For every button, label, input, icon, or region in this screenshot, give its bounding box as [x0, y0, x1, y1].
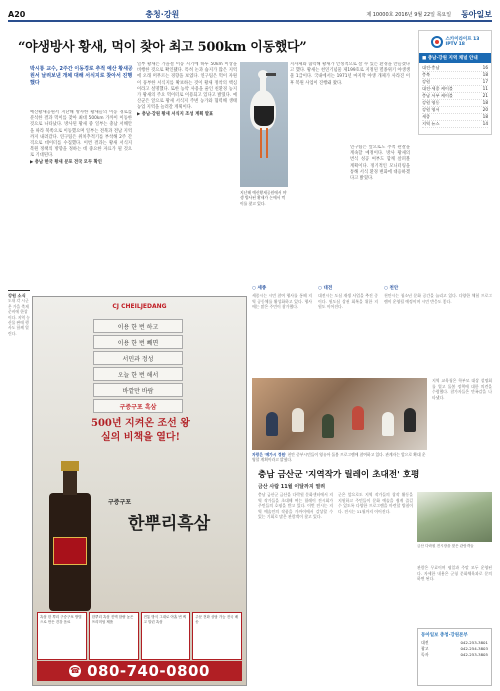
- story2-column-b: 군은 앞으로도 지역 작가들의 창작 활동을 지원하고 주민들이 문화 예술을 쉽게 즐길 수 있도록 다양한 프로그램을 마련할 방침이다. 전시는 11월까지 이어진다.: [338, 492, 413, 514]
- channel-number: 16: [482, 65, 488, 70]
- product-subname: 구증구포: [108, 499, 132, 506]
- ad-info-box: 흑삼 한 뿌리 구증구포 방법으로 만든 건강 음료: [37, 612, 87, 660]
- ad-headline: 500년 지켜온 조선 왕실의 비책을 열다!: [91, 418, 190, 443]
- channel-number: 14: [482, 121, 488, 126]
- channel-label: 대전·충남: [422, 65, 440, 70]
- story2-headline: 충남 금산군 '지역작가 릴레이 초대전' 호평: [258, 470, 420, 480]
- channel-band: ■ 충남·강원 지역 채널 안내: [419, 53, 491, 63]
- news-brief-3: [384, 285, 492, 375]
- channel-sidebar: [418, 30, 492, 135]
- exhibition-photo: [417, 492, 492, 542]
- caption-text: 천안 중부시민들이 영유아 돌봄 프로그램에 참여하고 있다. 관계자는 앞으로 확대 운영할 계획이라고 밝혔다.: [252, 452, 426, 463]
- person-figure: [382, 412, 394, 436]
- channel-label: 지역 뉴스: [422, 121, 440, 126]
- stork-wing: [254, 106, 274, 126]
- page-header: [8, 8, 492, 22]
- caption-bold: 자랑은 '메가시 정원': [252, 452, 287, 457]
- person-figure: [322, 414, 334, 438]
- channel-logo: [419, 31, 491, 53]
- ad-info-box: 주문 전화 상담 가능 전국 배송: [192, 612, 242, 660]
- column-a-subhead: ▶ 충남 한국 황새 분포 전국 모두 확인: [30, 159, 102, 165]
- ad-menu-item: 이용 한 번 하고: [93, 319, 183, 333]
- childcare-side-text: 지역 교육청은 학부모 대상 설명회를 열고 돌봄 정책에 대한 의견을 수렴했다. 참가자들은 만족감을 나타냈다.: [432, 378, 492, 400]
- channel-number: 18: [482, 72, 488, 77]
- bottle-neck: [63, 467, 77, 495]
- phone-icon: ☎: [70, 666, 81, 675]
- person-figure: [292, 408, 304, 432]
- product-bottle: [45, 467, 95, 612]
- contact-phone[interactable]: 042-254-3803: [460, 646, 488, 651]
- channel-number: 21: [482, 93, 488, 98]
- ad-menu: [93, 319, 183, 415]
- story2-column-c: 관람은 무료이며 평일과 주말 모두 운영된다. 자세한 내용은 군청 문화체육과로 문의하면 된다.: [417, 565, 492, 582]
- contact-label: 대전: [421, 640, 429, 645]
- brief-heading: ○ 세종: [252, 286, 267, 291]
- person-figure: [352, 406, 364, 430]
- channel-item: [422, 114, 488, 121]
- channel-logo-text: [446, 37, 480, 47]
- channel-label: 강원 영서: [422, 107, 440, 112]
- top-story-column-b: [137, 62, 237, 270]
- brief-body: 천안시는 청소년 문화 공간을 늘리고 있다. 다양한 체험 프로그램이 운영될 예정이며 시민 반응도 좋다.: [384, 293, 492, 304]
- channel-label: 대전·세종 케이블: [422, 86, 453, 91]
- section-name: 충청·강원: [145, 9, 180, 19]
- channel-item: [422, 93, 488, 100]
- column-b-text: 일부 황새는 가을철 이동 시기에 하루 50km 이상을 비행한 것으로 확인됐다. 특히 논과 습지가 많은 지역에 오래 머무르는 경향을 보였다. 연구팀은 먹이 자원이 풍부한 서식지를 확보하는 것이 황새 정착의 핵심이라고 설명했다. 또한 농약 사용을 줄인 친환경 농지가 황새의 주요 먹이터로 이용되고 있다고 밝혔다. 예산군은 앞으로 황새 서식지 주변 농가와 협력해 생태 농업 지역을 늘려갈 계획이다.: [137, 62, 237, 111]
- ad-menu-item: 서민과 정성: [93, 351, 183, 365]
- channel-number: 11: [482, 86, 488, 91]
- ad-info-box: 전통 방식 그대로 아홉 번 찌고 말린 흑삼: [141, 612, 191, 660]
- brief-heading: ○ 천안: [384, 286, 399, 291]
- stork-leg: [260, 128, 262, 158]
- brief-body: 세종시는 시민 참여 행사를 통해 지역 공동체를 활성화하고 있다. 행사에는 많은 주민이 참가했다.: [252, 293, 312, 310]
- channel-item: [422, 121, 488, 128]
- channel-list: [419, 63, 491, 130]
- contact-row: [421, 652, 488, 658]
- exhibition-photo-caption: 금산 다락원 전시장을 찾은 관람객들: [417, 544, 474, 548]
- contact-label: 독자: [421, 652, 429, 657]
- contact-box: [417, 628, 492, 686]
- ad-menu-item-highlight: 구증구포 흑삼: [93, 399, 183, 413]
- ad-menu-item: 이용 한 번 빼면: [93, 335, 183, 349]
- column-b-subhead: ▶ 충남·강원 황새 서식지 조성 계획 발표: [137, 111, 214, 117]
- issue-meta: 제 10000호 2016년 9월 22일 목요일: [366, 11, 452, 18]
- channel-number: 18: [482, 100, 488, 105]
- newspaper-brand: 동아일보: [461, 8, 492, 19]
- logo-line-2: IPTV 18: [445, 42, 465, 47]
- top-story-title: “야생방사 황새, 먹이 찾아 최고 500km 이동했다”: [18, 40, 307, 55]
- contact-phone[interactable]: 042-253-3805: [460, 652, 488, 657]
- left-narrow-column: [8, 290, 30, 685]
- top-story-column-a: [30, 110, 132, 270]
- stork-photo: [240, 62, 288, 187]
- ad-maker: CJ CHEILJEDANG: [112, 303, 167, 310]
- ad-menu-item: 바깥만 바람: [93, 383, 183, 397]
- story2-subhead: 금산 사람 11월 이달까지 열려: [258, 484, 326, 490]
- left-column-heading: 강원 소식: [8, 290, 30, 298]
- channel-label: 강원: [422, 79, 431, 84]
- channel-item: [422, 107, 488, 114]
- channel-item: [422, 79, 488, 86]
- top-story-column-d: 연구팀은 앞으로도 추적 관찰을 계속할 예정이다. 방사 황새의 번식 성공 여부도 함께 살펴볼 계획이다. 정기적인 모니터링을 통해 서식 환경 변화에 대응하겠다고 밝혔다.: [350, 145, 410, 182]
- person-figure: [404, 408, 416, 432]
- page-number: A20: [8, 9, 26, 19]
- channel-item: [422, 86, 488, 93]
- channel-item: [422, 65, 488, 72]
- ad-phone-bar[interactable]: [37, 661, 242, 681]
- brief-heading: ○ 대전: [318, 286, 333, 291]
- bottle-label: [53, 537, 87, 565]
- stork-beak: [266, 73, 276, 76]
- column-a-text: 예산황새공원서 지난해 방사한 황새들의 이동 경로를 분석한 결과 먹이를 찾아 최대 500km 가까이 이동한 것으로 나타났다. 방사된 황새 중 일부는 충남 서해안을 따라 북쪽으로 이동했으며 일부는 전북과 전남 지역까지 내려갔다. 연구팀은 위치추적기를 부착해 2주 간격으로 데이터를 수집했다. 이번 결과는 황새 서식지 복원 정책의 방향을 정하는 데 중요한 자료가 될 것으로 기대된다.: [30, 110, 132, 159]
- channel-item: [422, 72, 488, 79]
- ad-info-box: 한뿌리 흑삼 진액 함량 높은 프리미엄 제품: [89, 612, 139, 660]
- childcare-photo: [252, 378, 427, 450]
- person-figure: [266, 412, 278, 436]
- ad-phone-number: 080-740-0800: [87, 662, 210, 680]
- news-brief-1: [252, 285, 312, 375]
- stork-leg: [266, 128, 268, 158]
- top-story-lede: 박시룡 교수, 2주간 이동경로 추적 예산 황새공원서 날려보낸 개체 대해 서식지로 찾아서 진행했다: [30, 66, 133, 86]
- channel-label: 충남 서부 케이블: [422, 93, 453, 98]
- childcare-photo-caption: [252, 452, 427, 462]
- channel-label: 세종: [422, 114, 431, 119]
- story2-column-a: 충남 금산군 금산읍 다락원 문화센터에서 지역 작가들을 초대해 여는 릴레이 전시회가 주민들의 호평을 받고 있다. 이번 전시는 지역 예술인의 작품을 가까이에서 감상할 수 있는 기회로 많은 관람객이 찾고 있다.: [258, 492, 333, 520]
- stork-photo-caption: 지난해 예산황새공원에서 야생 방사된 황새가 논에서 먹이를 찾고 있다.: [240, 190, 287, 206]
- logo-line-1: 스카이라이프 13: [445, 37, 480, 42]
- contact-label: 광고: [421, 646, 429, 651]
- product-name: 한뿌리흑삼: [128, 514, 211, 534]
- contact-heading: 동아일보 충청·강원본부: [421, 633, 468, 638]
- channel-label: 충북: [422, 72, 431, 77]
- top-story-column-c: 지자체와 협력해 황새가 안정적으로 살 수 있는 환경을 만들겠다고 했다. 황새는 천연기념물 제199호로 지정된 멸종위기 야생생물 1급이다. 국내에서는 1971년 마지막 야생 개체가 사라진 이후 복원 사업이 진행돼 왔다.: [290, 62, 410, 86]
- channel-label: 강원 영동: [422, 100, 440, 105]
- ad-menu-item: 오늘 한 번 해서: [93, 367, 183, 381]
- brief-body: 대전시는 도심 재생 사업을 추진 중이다. 원도심 상권 회복을 위한 지원도 이어진다.: [318, 293, 378, 310]
- channel-number: 17: [482, 79, 488, 84]
- left-column-body: 도내 각 시군은 가을 축제 준비에 한창이다. 지역 농산물 판매 행사도 함께 열린다.: [8, 298, 30, 336]
- bottle-cap: [61, 461, 79, 471]
- channel-number: 18: [482, 114, 488, 119]
- channel-item: [422, 100, 488, 107]
- channel-logo-icon: [431, 36, 443, 48]
- ad-info-strip: [37, 612, 242, 660]
- advertisement[interactable]: [32, 296, 247, 686]
- news-brief-2: [318, 285, 378, 375]
- contact-phone[interactable]: 042-253-3801: [460, 640, 488, 645]
- channel-number: 20: [482, 107, 488, 112]
